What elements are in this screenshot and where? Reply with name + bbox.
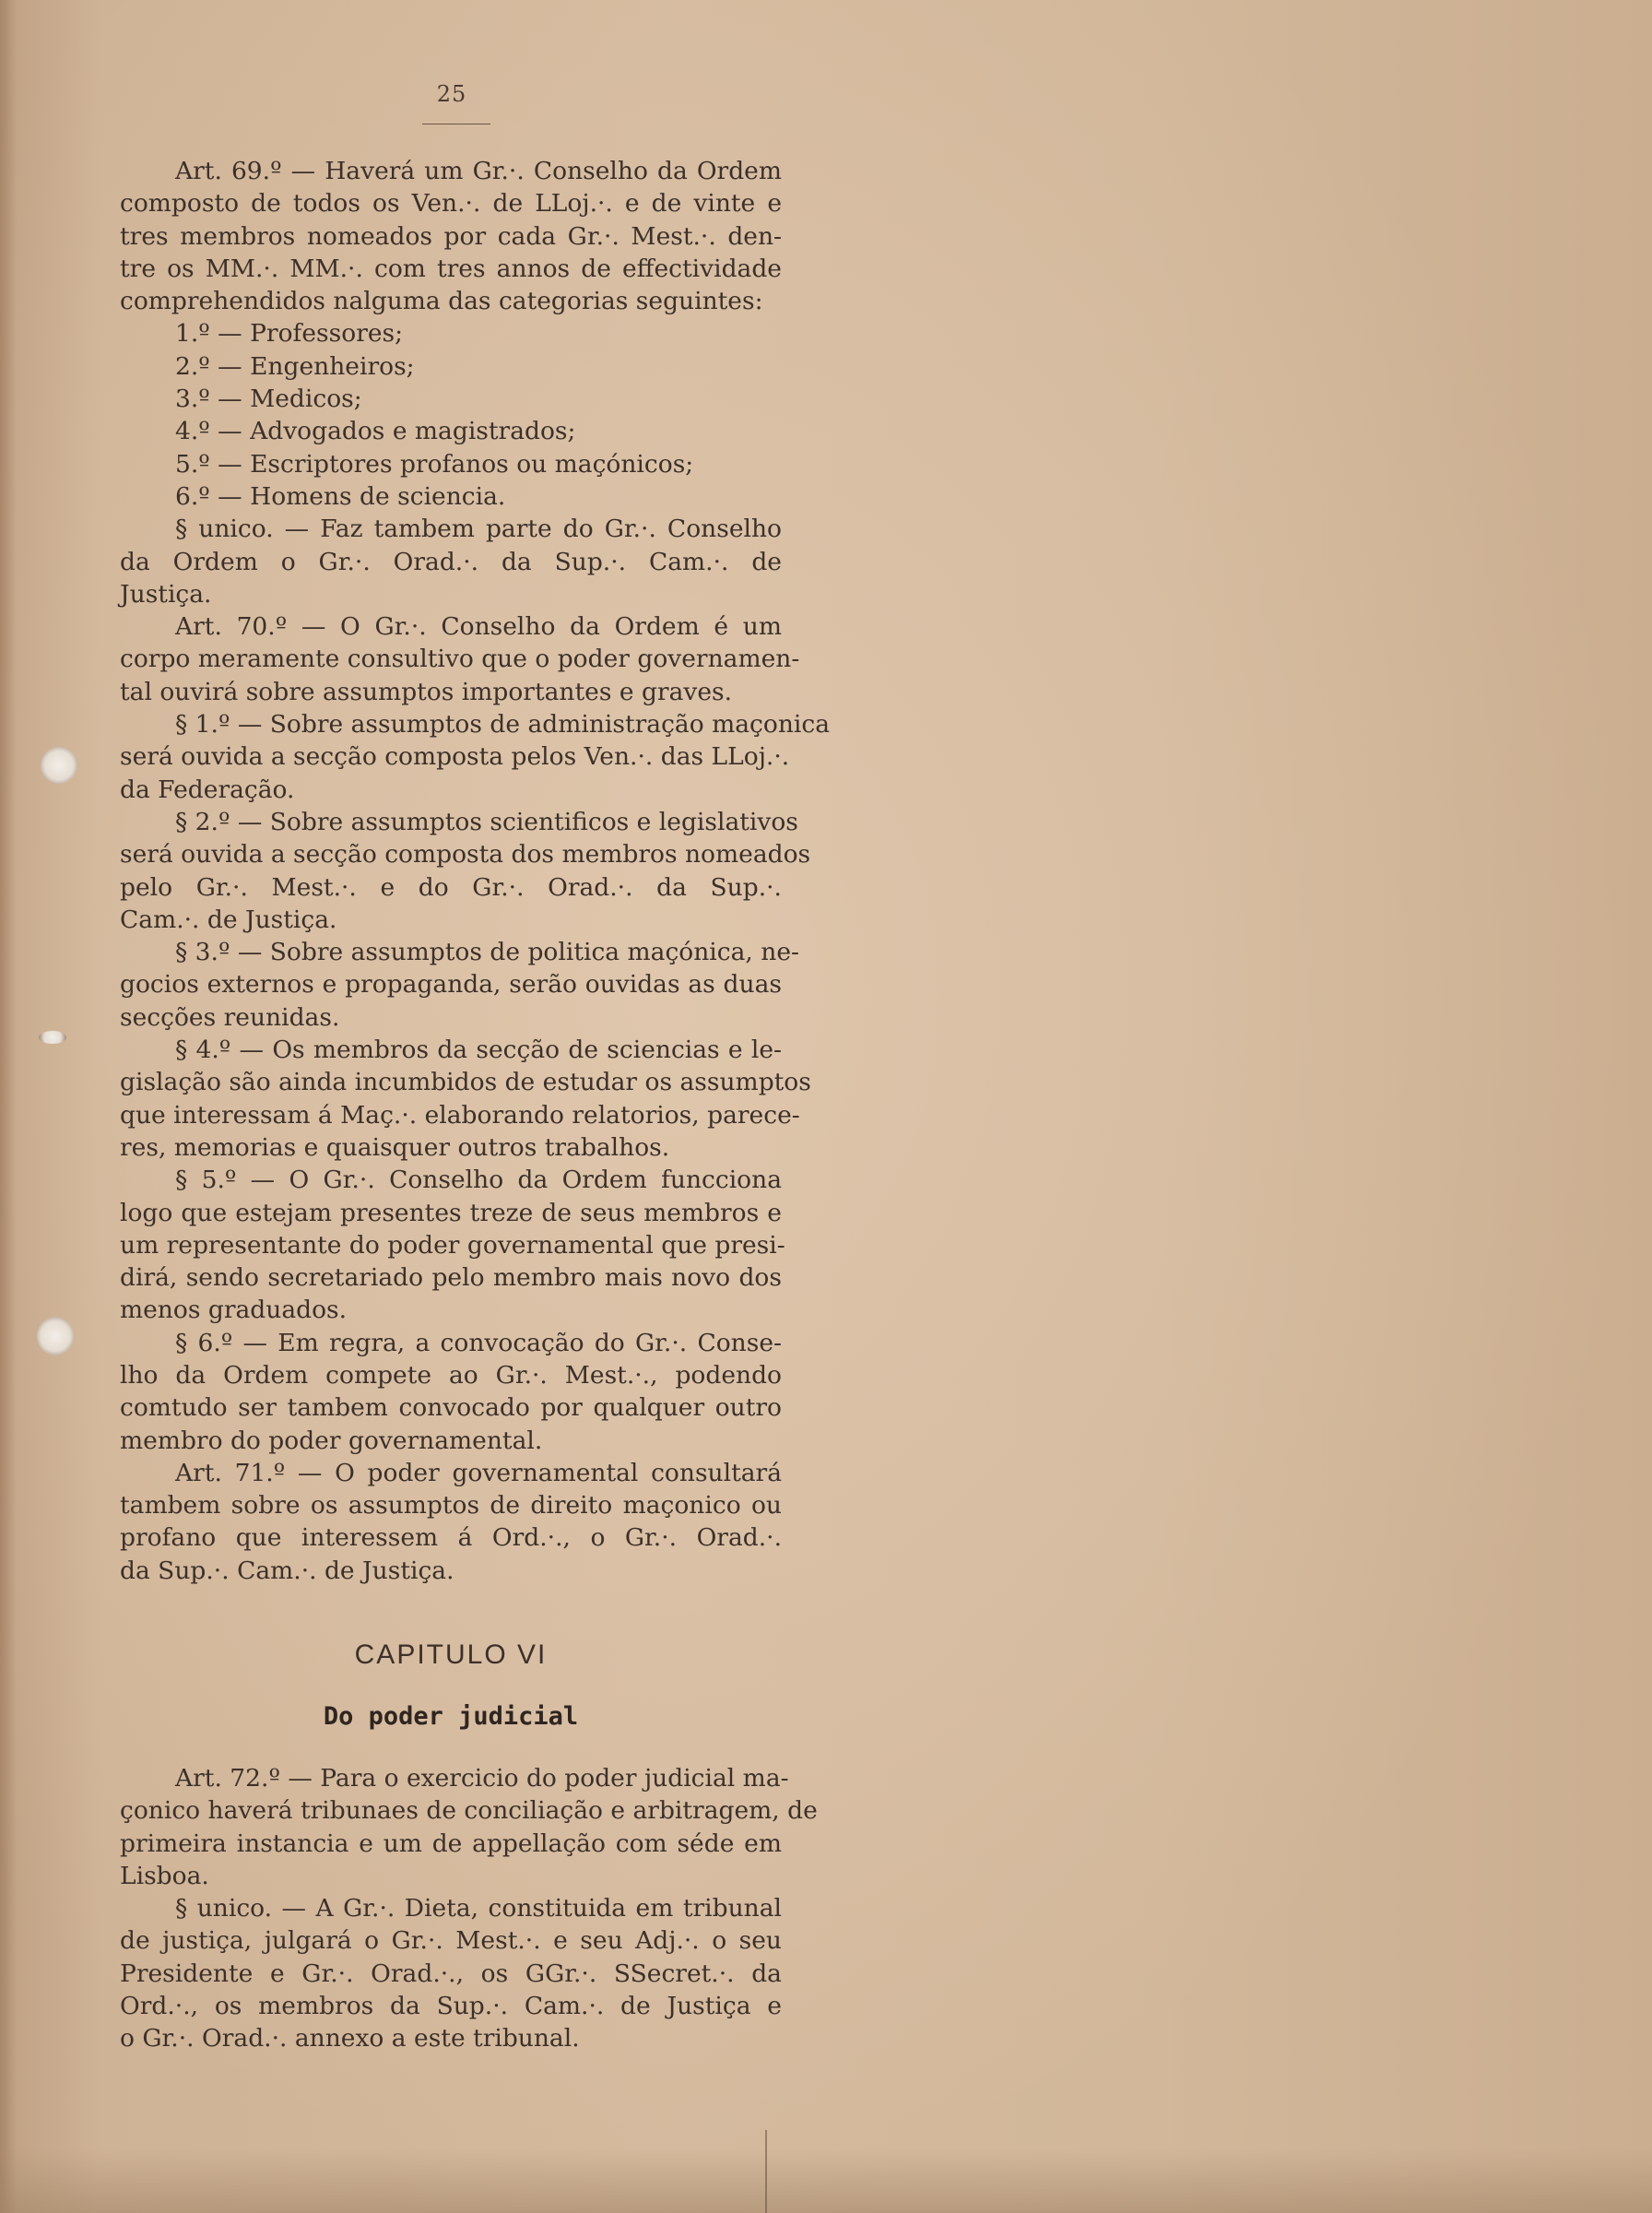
text-line: Ord.·., os membros da Sup.·. Cam.·. de Justiça e: [120, 1992, 782, 2021]
text-line: Presidente e Gr.·. Orad.·., os GGr.·. SSecret.·. da: [120, 1959, 782, 1988]
text-line: da Ordem o Gr.·. Orad.·. da Sup.·. Cam.·. de: [120, 547, 782, 576]
text-line: 6.º — Homens de sciencia.: [175, 481, 506, 511]
text-line: 3.º — Medicos;: [175, 385, 362, 414]
text-line: secções reunidas.: [120, 1002, 340, 1032]
text-line: tres membros nomeados por cada Gr.·. Mest.·. den-: [120, 221, 782, 251]
text-line: 1.º — Professores;: [175, 319, 404, 349]
text-line: logo que estejam presentes treze de seus membros e: [120, 1198, 782, 1227]
text-line: pelo Gr.·. Mest.·. e do Gr.·. Orad.·. da Sup.·.: [120, 872, 782, 902]
chapter-text: [120, 1762, 818, 2055]
binding-hole-icon: [39, 1031, 66, 1044]
text-line: § 5.º — O Gr.·. Conselho da Ordem funcciona: [175, 1166, 782, 1195]
paper-fold-mark: [765, 2130, 767, 2213]
text-line: comprehendidos nalguma das categorias seguintes:: [120, 287, 763, 316]
text-line: § 4.º — Os membros da secção de sciencias e le-: [175, 1035, 782, 1065]
text-line: res, memorias e quaisquer outros trabalhos.: [120, 1132, 670, 1162]
text-line: tal ouvirá sobre assumptos importantes e graves.: [120, 677, 733, 706]
text-line: menos graduados.: [120, 1296, 348, 1325]
text-line: lho da Ordem compete ao Gr.·. Mest.·., podendo: [120, 1360, 782, 1390]
text-line: tre os MM.·. MM.·. com tres annos de effectividade: [120, 254, 782, 283]
text-line: será ouvida a secção composta pelos Ven.·. das LLoj.·.: [120, 742, 790, 772]
text-line: um representante do poder governamental que presi-: [120, 1230, 785, 1260]
text-line: § 3.º — Sobre assumptos de politica maçónica, ne-: [175, 938, 799, 967]
text-line: 2.º — Engenheiros;: [175, 351, 415, 381]
text-line: 4.º — Advogados e magistrados;: [175, 417, 576, 446]
text-line: § 2.º — Sobre assumptos scientificos e legislativos: [175, 807, 798, 836]
text-line: de justiça, julgará o Gr.·. Mest.·. e seu Adj.·. o seu: [120, 1926, 782, 1956]
text-line: Art. 72.º — Para o exercicio do poder judicial ma-: [175, 1764, 789, 1793]
chapter-subtitle: Do poder judicial: [323, 1702, 579, 1731]
text-line: § 1.º — Sobre assumptos de administração maçonica: [175, 710, 831, 740]
text-line: o Gr.·. Orad.·. annexo a este tribunal.: [120, 2024, 580, 2053]
text-line: corpo meramente consultivo que o poder governamen-: [120, 645, 800, 674]
text-line: Art. 71.º — O poder governamental consultará: [175, 1458, 782, 1487]
text-line: membro do poder governamental.: [120, 1426, 543, 1455]
binding-hole-icon: [37, 1317, 74, 1355]
page-left-edge-shadow: [0, 0, 17, 2213]
text-line: çonico haverá tribunaes de conciliação e arbitragem, de: [120, 1796, 818, 1826]
body-text: [120, 155, 831, 1587]
text-line: da Sup.·. Cam.·. de Justiça.: [120, 1556, 454, 1585]
text-line: 5.º — Escriptores profanos ou maçónicos;: [175, 449, 694, 479]
text-line: comtudo ser tambem convocado por qualquer outro: [120, 1393, 782, 1423]
text-line: será ouvida a secção composta dos membros nomeados: [120, 840, 811, 870]
text-line: Art. 70.º — O Gr.·. Conselho da Ordem é um: [175, 612, 782, 642]
text-line: tambem sobre os assumptos de direito maçonico ou: [120, 1491, 782, 1521]
text-line: da Federação.: [120, 775, 295, 804]
page-number: 25: [436, 81, 467, 107]
text-line: § unico. — Faz tambem parte do Gr.·. Conselho: [175, 515, 782, 544]
text-line: gislação são ainda incumbidos de estudar os assumptos: [120, 1068, 811, 1097]
chapter-title: CAPITULO VI: [354, 1639, 548, 1670]
text-line: que interessam á Maç.·. elaborando relatorios, parece-: [120, 1100, 800, 1130]
text-line: Justiça.: [120, 579, 212, 609]
text-line: Lisboa.: [120, 1861, 209, 1890]
text-line: profano que interessem á Ord.·., o Gr.·. Orad.·.: [120, 1523, 782, 1553]
text-line: § unico. — A Gr.·. Dieta, constituida em tribunal: [175, 1894, 782, 1923]
text-line: § 6.º — Em regra, a convocação do Gr.·. Conse-: [175, 1328, 782, 1357]
page-bottom-edge-shadow: [0, 2148, 1652, 2213]
text-line: composto de todos os Ven.·. de LLoj.·. e de vinte e: [120, 189, 782, 219]
binding-hole-icon: [41, 747, 77, 784]
text-line: gocios externos e propaganda, serão ouvidas as duas: [120, 970, 782, 1000]
text-line: dirá, sendo secretariado pelo membro mais novo dos: [120, 1263, 782, 1293]
text-line: primeira instancia e um de appellação com séde em: [120, 1828, 782, 1858]
text-line: Art. 69.º — Haverá um Gr.·. Conselho da Ordem: [175, 157, 782, 185]
text-line: Cam.·. de Justiça.: [120, 905, 337, 934]
